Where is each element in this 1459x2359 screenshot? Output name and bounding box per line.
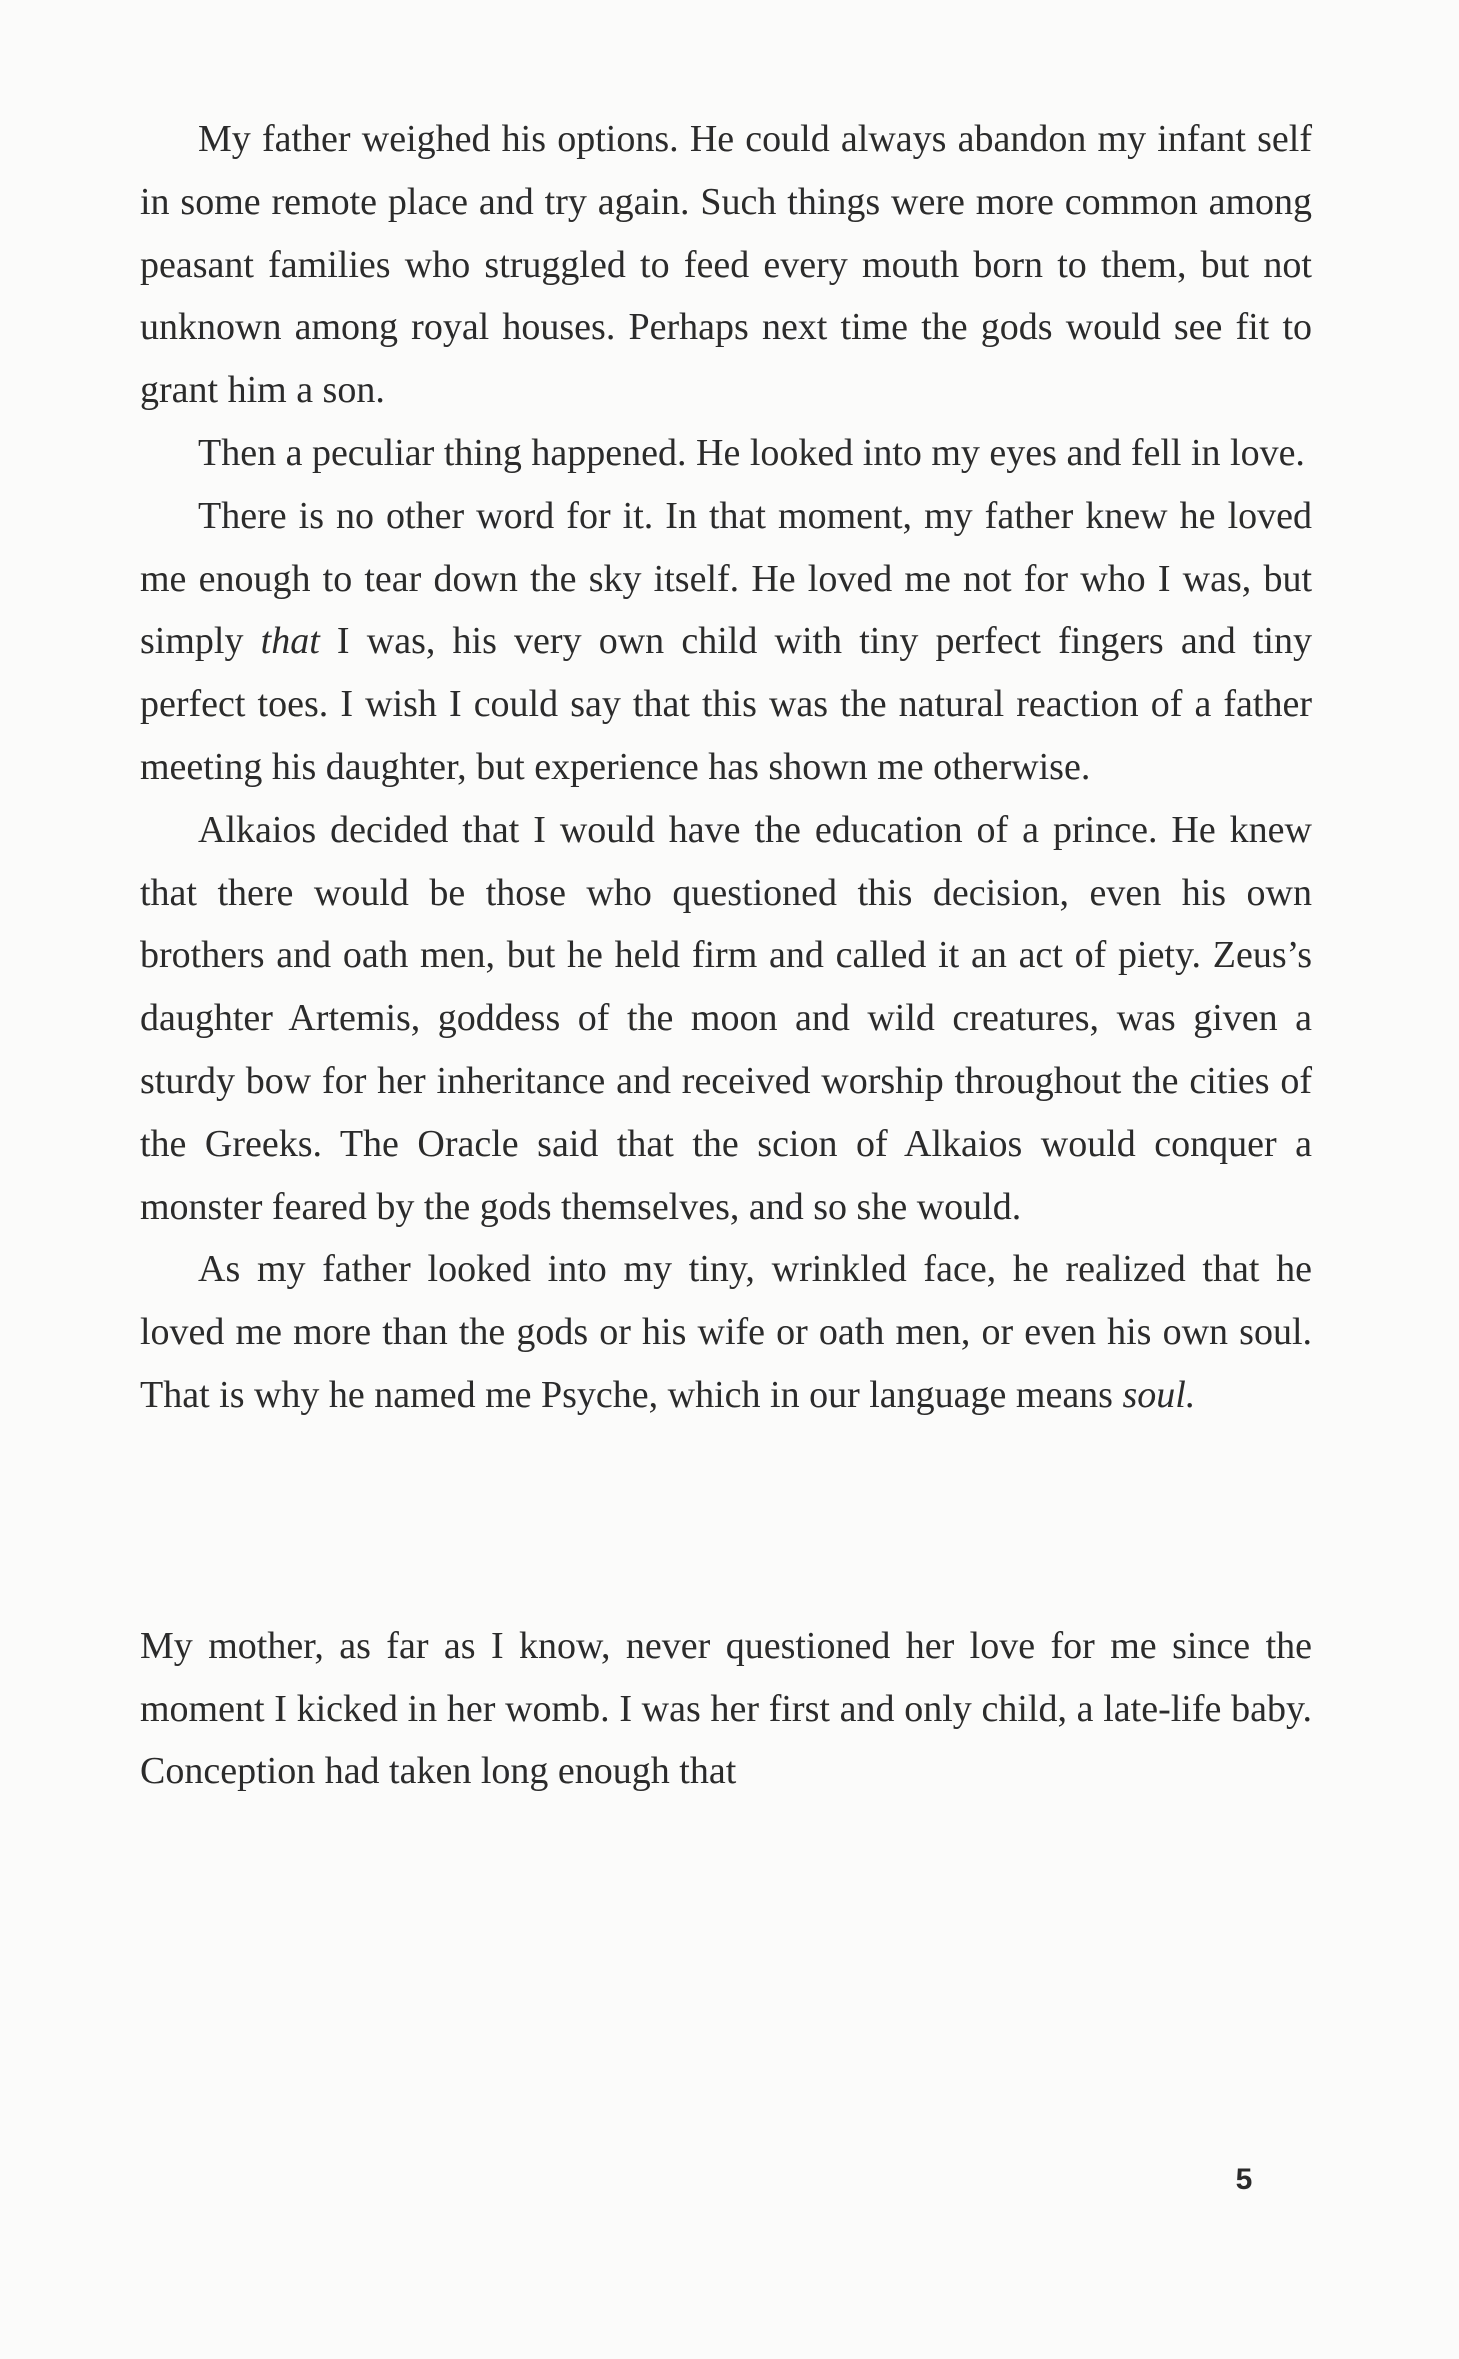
text-run: My mother, as far as I know, never questioned her love for me since the moment I kicked in her womb. I was her first and only child, a late-life baby. Conception had taken long enough that	[140, 1624, 1312, 1793]
paragraph	[140, 1238, 1312, 1426]
paragraph	[140, 108, 1312, 422]
text-run: As my father looked into my tiny, wrinkled face, he realized that he loved me more than the gods or his wife or oath men, or even his own soul. That is why he named me Psyche, which in our language means	[140, 1248, 1312, 1416]
section-two	[140, 1615, 1312, 1803]
paragraph	[140, 799, 1312, 1239]
text-run: There is no other word for it. In that moment, my father knew he loved me enough to tear down the sky itself. He loved me not for who I was, but simply	[140, 494, 1312, 663]
text-run: Then a peculiar thing happened. He looked into my eyes and fell in love.	[198, 431, 1305, 474]
section-one	[140, 108, 1312, 1427]
text-run: Alkaios decided that I would have the education of a prince. He knew that there would be those who questioned this decision, even his own brothers and oath men, but he held firm and called it an act of piety. Zeus’s daughter Artemis, goddess of the moon and wild creatures, was given a sturdy bow for her inheritance and received worship throughout the cities of the Greeks. The Oracle said that the scion of Alkaios would conquer a monster feared by the gods themselves, and so she would.	[140, 808, 1312, 1228]
text-run: My father weighed his options. He could always abandon my infant self in some remote place and try again. Such things were more common among peasant families who struggled to feed every mouth born to them, but not unknown among royal houses. Perhaps next time the gods would see fit to grant him a son.	[140, 118, 1312, 412]
body-text	[140, 108, 1312, 1803]
section-break	[140, 1427, 1312, 1615]
italic-text: that	[260, 620, 320, 663]
italic-text: soul.	[1122, 1373, 1196, 1416]
paragraph	[140, 485, 1312, 799]
text-run: I was, his very own child with tiny perfect fingers and tiny perfect toes. I wish I could say that this was the natural reaction of a father meeting his daughter, but experience has shown me otherwise.	[140, 620, 1312, 788]
page-number: 5	[1235, 2163, 1253, 2196]
paragraph	[140, 1615, 1312, 1803]
paragraph	[140, 422, 1312, 485]
